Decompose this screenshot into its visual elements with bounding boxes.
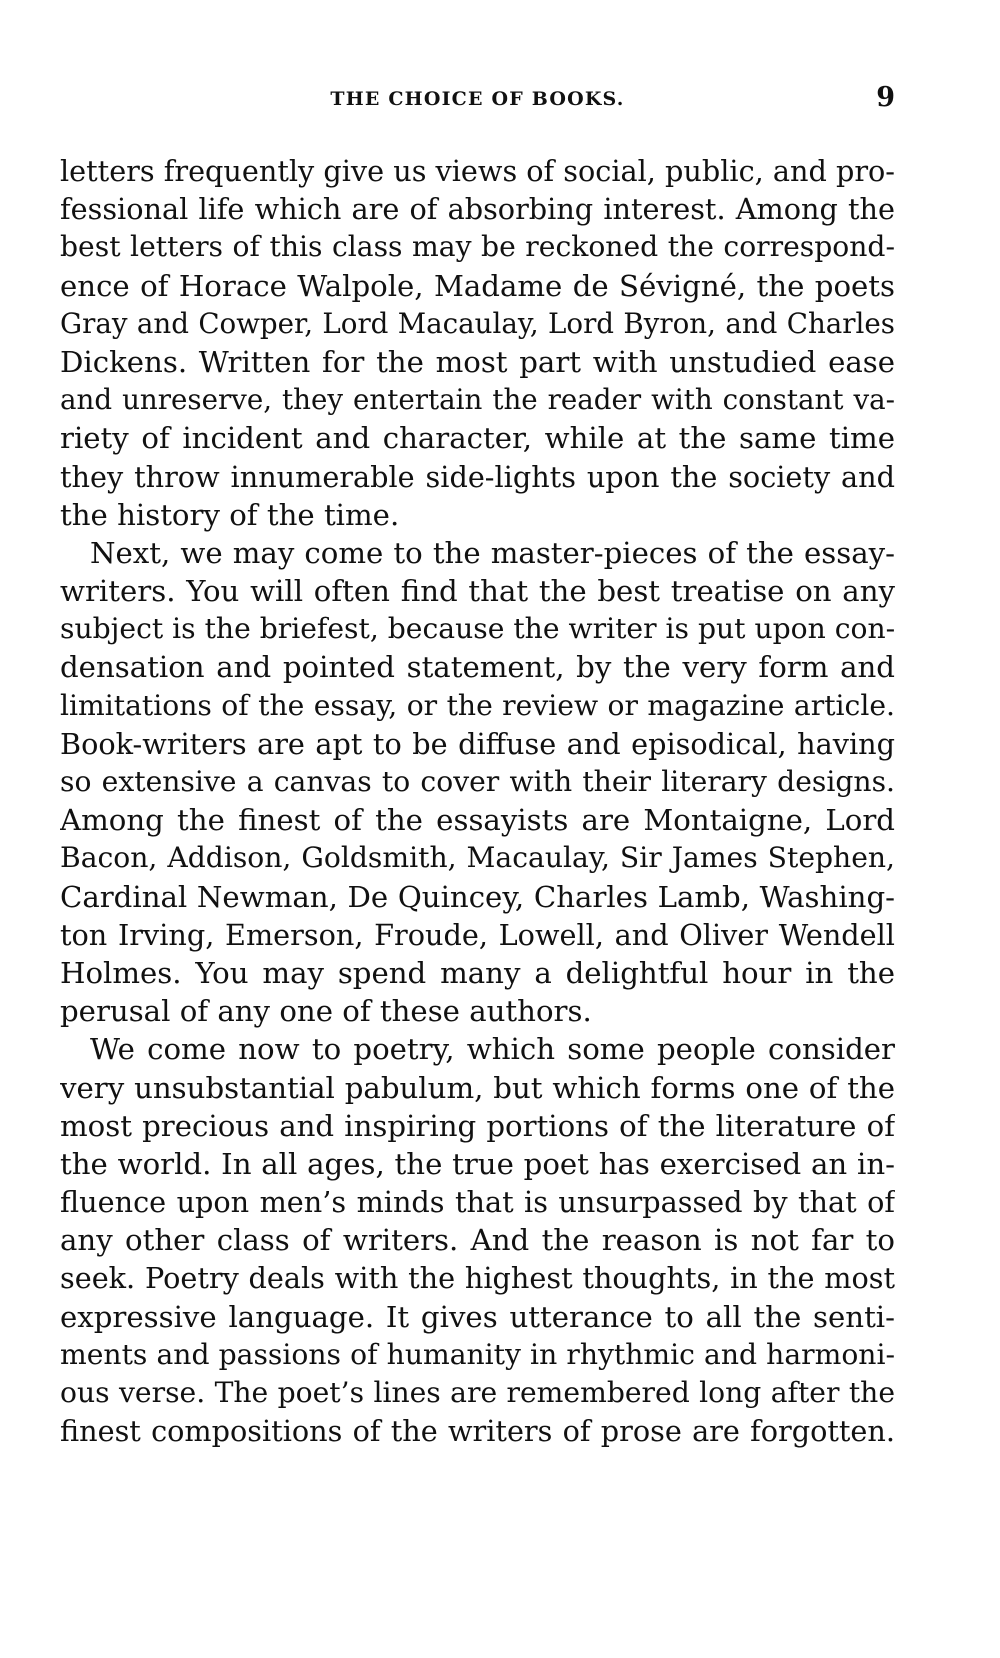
text-line: fluence upon men’s minds that is unsurpassed by that of <box>60 1185 895 1220</box>
text-line: very unsubstantial pabulum, but which forms one of the <box>60 1070 895 1105</box>
text-line: they throw innumerable side-lights upon the society and <box>60 459 895 494</box>
text-line: seek. Poetry deals with the highest thoughts, in the most <box>60 1261 895 1296</box>
text-line: the world. In all ages, the true poet has exercised an in- <box>60 1146 895 1181</box>
body-text <box>60 152 895 1450</box>
text-line: Bacon, Addison, Goldsmith, Macaulay, Sir James Stephen, <box>60 841 895 875</box>
text-line: riety of incident and character, while at the same time <box>60 421 895 456</box>
text-line: We come now to poetry, which some people consider <box>90 1032 895 1067</box>
text-line: most precious and inspiring portions of the literature of <box>60 1108 895 1143</box>
text-line: ence of Horace Walpole, Madame de Sévigné, the poets <box>60 268 895 303</box>
text-line: any other class of writers. And the reason is not far to <box>60 1223 895 1258</box>
text-line: best letters of this class may be reckoned the correspond- <box>60 230 895 264</box>
text-line: writers. You will often find that the best treatise on any <box>60 574 895 609</box>
text-line: Among the finest of the essayists are Montaigne, Lord <box>60 803 895 838</box>
text-line: finest compositions of the writers of prose are forgotten. <box>60 1414 895 1449</box>
text-line: Cardinal Newman, De Quincey, Charles Lamb, Washing- <box>60 879 895 914</box>
text-line: and unreserve, they entertain the reader with constant va- <box>60 383 895 417</box>
text-line: Dickens. Written for the most part with unstudied ease <box>60 344 895 379</box>
text-line: letters frequently give us views of social, public, and pro- <box>60 154 895 188</box>
text-line: Gray and Cowper, Lord Macaulay, Lord Byron, and Charles <box>60 306 895 340</box>
text-line: ton Irving, Emerson, Froude, Lowell, and Oliver Wendell <box>60 917 895 952</box>
text-line: ous verse. The poet’s lines are remembered long after the <box>60 1376 895 1409</box>
text-line: so extensive a canvas to cover with their literary designs. <box>60 765 895 798</box>
text-line: limitations of the essay, or the review or magazine article. <box>60 688 895 722</box>
text-line: expressive language. It gives utterance to all the senti- <box>60 1299 895 1334</box>
text-line: the history of the time. <box>60 497 400 532</box>
running-title: THE CHOICE OF BOOKS. <box>330 88 625 110</box>
text-line: subject is the briefest, because the writer is put upon con- <box>60 612 895 646</box>
text-line: perusal of any one of these authors. <box>60 994 592 1029</box>
text-line: fessional life which are of absorbing interest. Among the <box>60 192 895 227</box>
page-header <box>60 82 895 128</box>
text-line: ments and passions of humanity in rhythmic and harmoni- <box>60 1337 895 1371</box>
text-line: Holmes. You may spend many a delightful hour in the <box>60 955 895 990</box>
text-line: densation and pointed statement, by the very form and <box>60 650 895 685</box>
text-line: Next, we may come to the master-pieces of the essay- <box>90 535 895 570</box>
page-number: 9 <box>876 82 895 113</box>
text-line: Book-writers are apt to be diffuse and episodical, having <box>60 726 895 761</box>
